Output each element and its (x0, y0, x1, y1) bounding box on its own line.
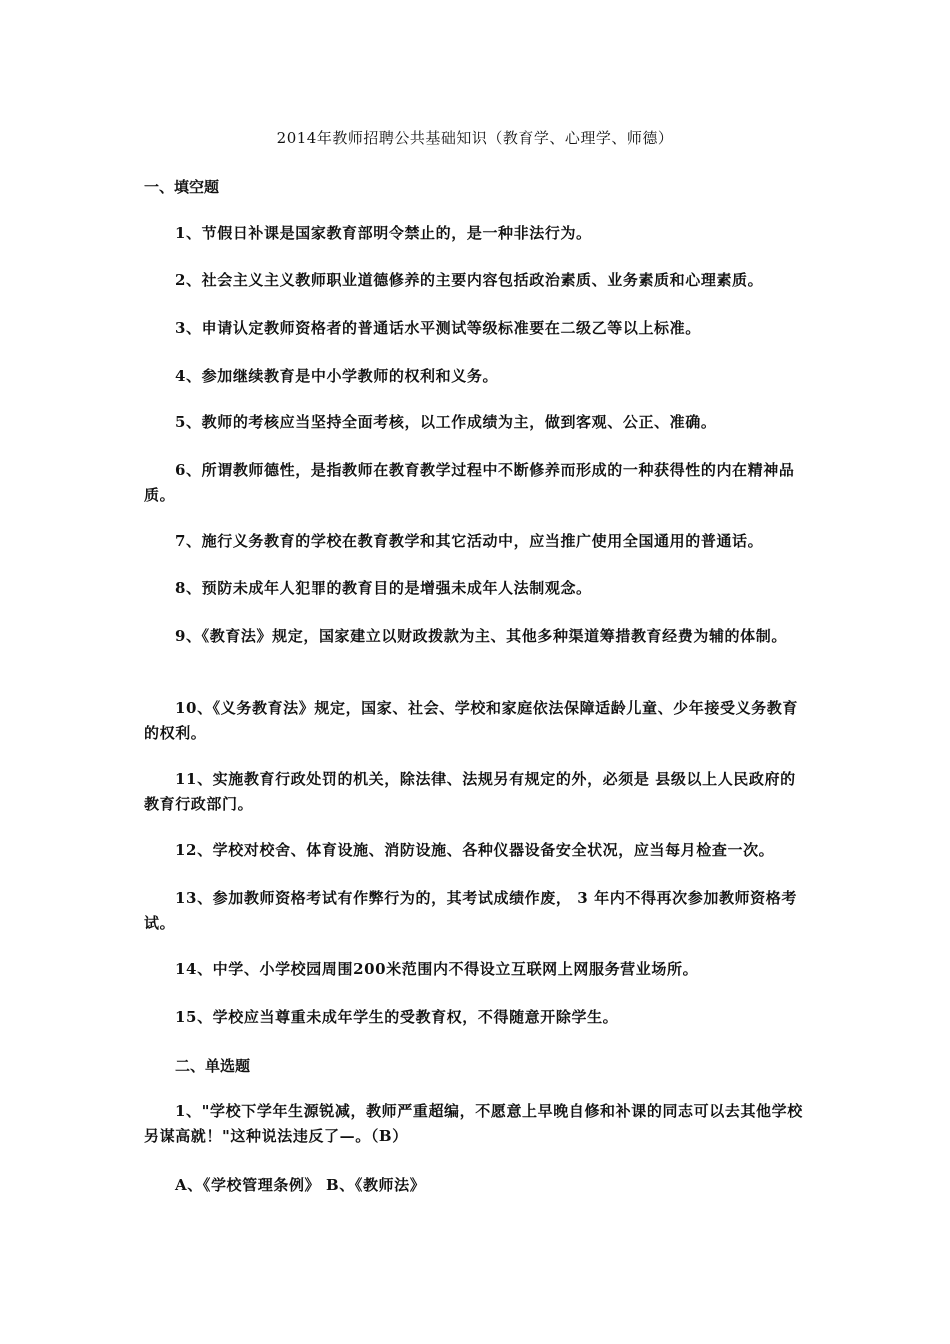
document-title: 2014年教师招聘公共基础知识（教育学、心理学、师德） (276, 129, 674, 147)
fill-in-item-1: 1、节假日补课是国家教育部明令禁止的，是一种非法行为。 (175, 224, 592, 242)
fill-in-item-10: 10、《义务教育法》规定，国家、社会、学校和家庭依法保障适龄儿童、少年接受义务教育的权利。 (144, 699, 798, 742)
fill-in-item-14: 14、中学、小学校园周围200米范围内不得设立互联网上网服务营业场所。 (175, 960, 699, 978)
fill-in-item-5: 5、教师的考核应当坚持全面考核，以工作成绩为主，做到客观、公正、准确。 (175, 413, 717, 431)
fill-in-item-11: 11、实施教育行政处罚的机关，除法律、法规另有规定的外，必须是 县级以上人民政府的教育行政部门。 (144, 770, 796, 813)
single-choice-question-1-options: A、《学校管理条例》 B、《教师法》 (175, 1176, 426, 1194)
section-heading-fill-in: 一、填空题 (144, 178, 220, 196)
fill-in-item-4: 4、参加继续教育是中小学教师的权利和义务。 (175, 367, 499, 385)
fill-in-item-15: 15、学校应当尊重未成年学生的受教育权，不得随意开除学生。 (175, 1008, 619, 1026)
fill-in-item-3: 3、申请认定教师资格者的普通话水平测试等级标准要在二级乙等以上标准。 (175, 319, 701, 337)
fill-in-item-9: 9、《教育法》规定，国家建立以财政拨款为主、其他多种渠道筹措教育经费为辅的体制。 (175, 627, 787, 645)
section-heading-single-choice: 二、单选题 (175, 1057, 251, 1075)
fill-in-item-12: 12、学校对校舍、体育设施、消防设施、各种仪器设备安全状况，应当每月检查一次。 (175, 841, 775, 859)
fill-in-item-6: 6、所谓教师德性，是指教师在教育教学过程中不断修养而形成的一种获得性的内在精神品质。 (144, 461, 795, 504)
single-choice-question-1: 1、"学校下学年生源锐减，教师严重超编，不愿意上早晚自修和补课的同志可以去其他学校另谋高就！"这种说法违反了—。（B） (144, 1102, 803, 1145)
fill-in-item-13: 13、参加教师资格考试有作弊行为的，其考试成绩作废， 3 年内不得再次参加教师资格考试。 (144, 889, 797, 932)
fill-in-item-7: 7、施行义务教育的学校在教育教学和其它活动中，应当推广使用全国通用的普通话。 (175, 532, 764, 550)
fill-in-item-8: 8、预防未成年人犯罪的教育目的是增强未成年人法制观念。 (175, 579, 592, 597)
fill-in-item-2: 2、社会主义主义教师职业道德修养的主要内容包括政治素质、业务素质和心理素质。 (175, 271, 764, 289)
